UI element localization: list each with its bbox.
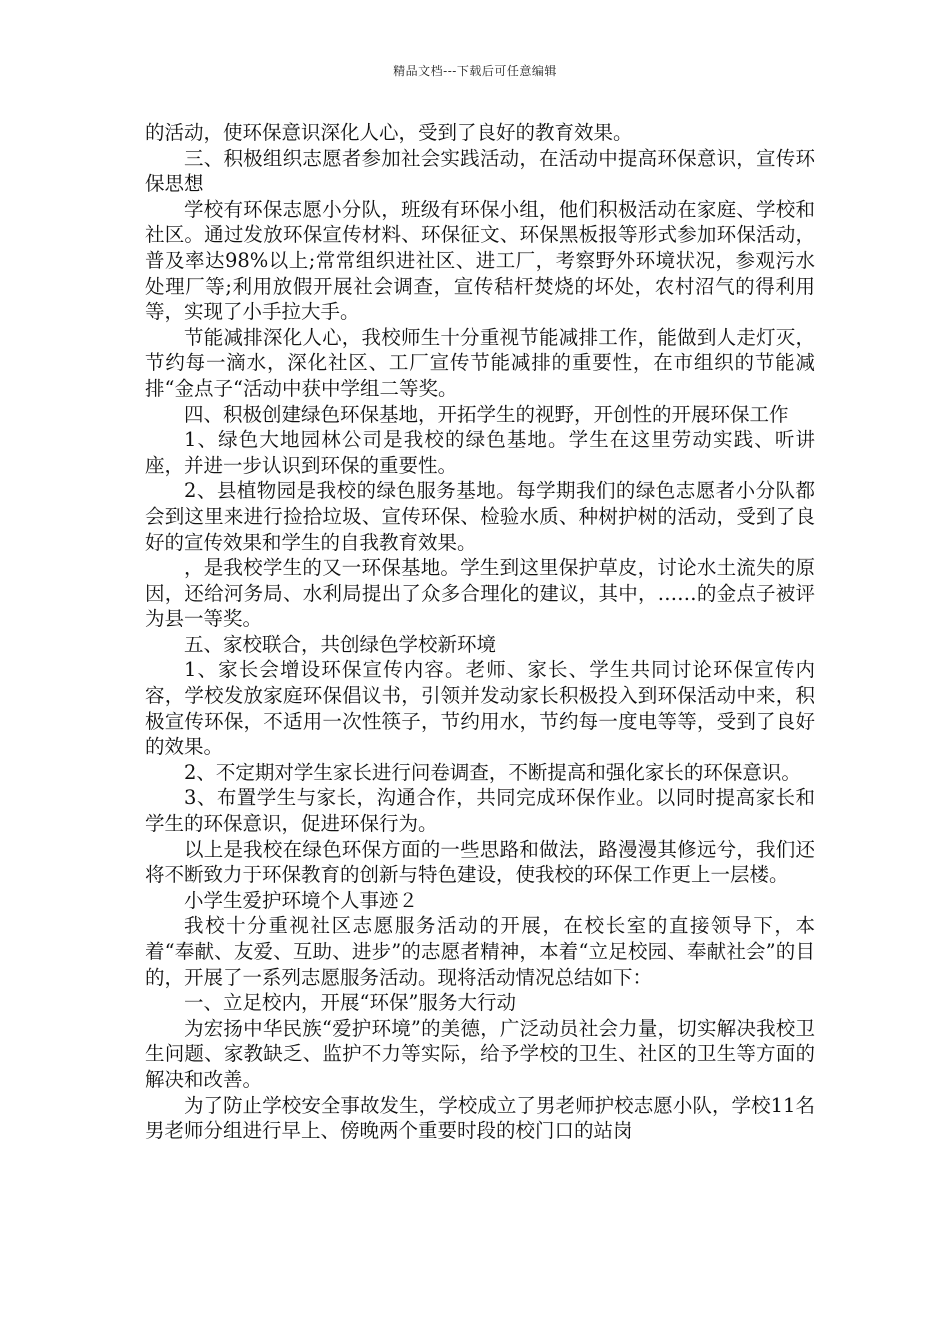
paragraph: 我校十分重视社区志愿服务活动的开展，在校长室的直接领导下，本着“奉献、友爱、互助、进步”的志愿者精神，本着“立足校园、奉献社会”的目的，开展了一系列志愿服务活动。现将活动情况总结如下： [145,914,815,989]
page-header: 精品文档---下载后可任意编辑 [393,64,557,78]
article-title: 小学生爱护环境个人事迹２ [184,888,419,912]
list-item: 1、家长会增设环保宣传内容。老师、家长、学生共同讨论环保宣传内容，学校发放家庭环保倡议书，引领并发动家长积极投入到环保活动中来，积极宣传环保，不适用一次性筷子，节约用水，节约每一度电等等，受到了良好的效果。 [145,658,815,759]
section-heading: 四、积极创建绿色环保基地，开拓学生的视野，开创性的开展环保工作 [184,402,789,426]
document-body [145,120,815,1144]
paragraph: 学校有环保志愿小分队，班级有环保小组，他们积极活动在家庭、学校和社区。通过发放环保宣传材料、环保征文、环保黑板报等形式参加环保活动，普及率达98%以上;常常组织进社区、进工厂，考察野外环境状况，参观污水处理厂等;利用放假开展社会调查，宣传秸杆焚烧的坏处，农村沼气的得利用等，实现了小手拉大手。 [145,197,815,324]
paragraph: 为宏扬中华民族“爱护环境”的美德，广泛动员社会力量，切实解决我校卫生问题、家教缺乏、监护不力等实际，给予学校的卫生、社区的卫生等方面的解决和改善。 [145,1016,815,1091]
list-item: 1、绿色大地园林公司是我校的绿色基地。学生在这里劳动实践、听讲座，并进一步认识到环保的重要性。 [145,428,815,477]
section-heading: 一、立足校内，开展“环保”服务大行动 [184,991,516,1015]
paragraph: 以上是我校在绿色环保方面的一些思路和做法，路漫漫其修远兮，我们还将不断致力于环保教育的创新与特色建设，使我校的环保工作更上一层楼。 [145,837,815,887]
list-item: 2、县植物园是我校的绿色服务基地。每学期我们的绿色志愿者小分队都会到这里来进行捡拾垃圾、宣传环保、检验水质、种树护树的活动，受到了良好的宣传效果和学生的自我教育效果。 [145,479,815,554]
paragraph: 节能减排深化人心，我校师生十分重视节能减排工作，能做到人走灯灭，节约每一滴水，深化社区、工厂宣传节能减排的重要性，在市组织的节能减排“金点子“活动中获中学组二等奖。 [145,325,815,400]
paragraph: 为了防止学校安全事故发生，学校成立了男老师护校志愿小队，学校11名男老师分组进行早上、傍晚两个重要时段的校门口的站岗 [145,1093,815,1143]
list-item: 2、不定期对学生家长进行问卷调查，不断提高和强化家长的环保意识。 [184,760,801,784]
section-heading: 五、家校联合，共创绿色学校新环境 [184,632,497,656]
paragraph: ，是我校学生的又一环保基地。学生到这里保护草皮，讨论水土流失的原因，还给河务局、水利局提出了众多合理化的建议，其中，……的金点子被评为县一等奖。 [145,556,815,631]
list-item: 3、布置学生与家长，沟通合作，共同完成环保作业。以同时提高家长和学生的环保意识，促进环保行为。 [145,786,815,836]
section-heading: 三、积极组织志愿者参加社会实践活动，在活动中提高环保意识，宣传环保思想 [145,146,815,196]
paragraph: 的活动，使环保意识深化人心，受到了良好的教育效果。 [145,121,633,144]
